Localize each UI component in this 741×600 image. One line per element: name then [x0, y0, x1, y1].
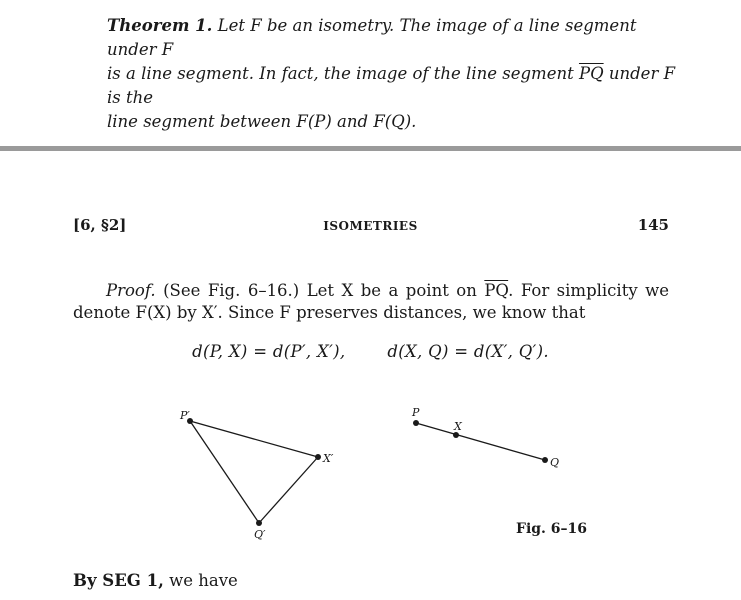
bottom-bold: By SEG 1, — [73, 571, 164, 590]
proof-text-1: (See Fig. 6–16.) Let X be a point on — [163, 281, 477, 300]
edge-x-q — [259, 457, 318, 523]
label-q: Q — [550, 456, 560, 469]
equation-left: d(P, X) = d(P′, X′), — [192, 342, 346, 361]
original-segment — [411, 406, 559, 469]
label-p: P — [412, 406, 420, 419]
point-x-prime — [315, 454, 321, 460]
label-q-prime: Q′ — [254, 528, 266, 541]
proof-segment-pq: $\overline{PQ}$ — [484, 281, 509, 300]
theorem-line-3: line segment between F(P) and F(Q). — [107, 112, 417, 131]
theorem-line-2a: is a line segment. In fact, the image of the line segment — [107, 64, 574, 83]
label-x-prime: X′ — [323, 452, 334, 465]
bottom-rest: we have — [169, 571, 238, 590]
theorem-segment-pq: $\overline{PQ}$ — [578, 64, 604, 83]
page-number: 145 — [637, 216, 669, 234]
point-q — [542, 457, 548, 463]
running-header-section: [6, §2] — [73, 216, 127, 234]
bottom-line — [73, 571, 238, 590]
edge-p-q — [190, 421, 259, 523]
figure-caption: Fig. 6–16 — [516, 521, 588, 537]
theorem-head: Theorem 1. — [107, 16, 213, 35]
equation-right: d(X, Q) = d(X′, Q′). — [387, 342, 549, 361]
running-header-title: ISOMETRIES — [323, 219, 418, 233]
edge-p-x — [190, 421, 318, 457]
point-q-prime — [256, 520, 262, 526]
theorem-line-2b: under F is the — [107, 64, 676, 107]
proof-label: Proof. — [106, 281, 156, 300]
label-x: X — [454, 420, 462, 433]
segment-pq — [416, 423, 545, 460]
theorem-line-1: Let F be an isometry. The image of a line segment under F — [107, 16, 637, 59]
label-p-prime: P′ — [180, 409, 190, 422]
proof-text-2: . For simplicity we denote F(X) by X′. Since F preserves distances, we know that — [73, 281, 669, 322]
point-p — [413, 420, 419, 426]
image-triangle — [179, 409, 334, 541]
